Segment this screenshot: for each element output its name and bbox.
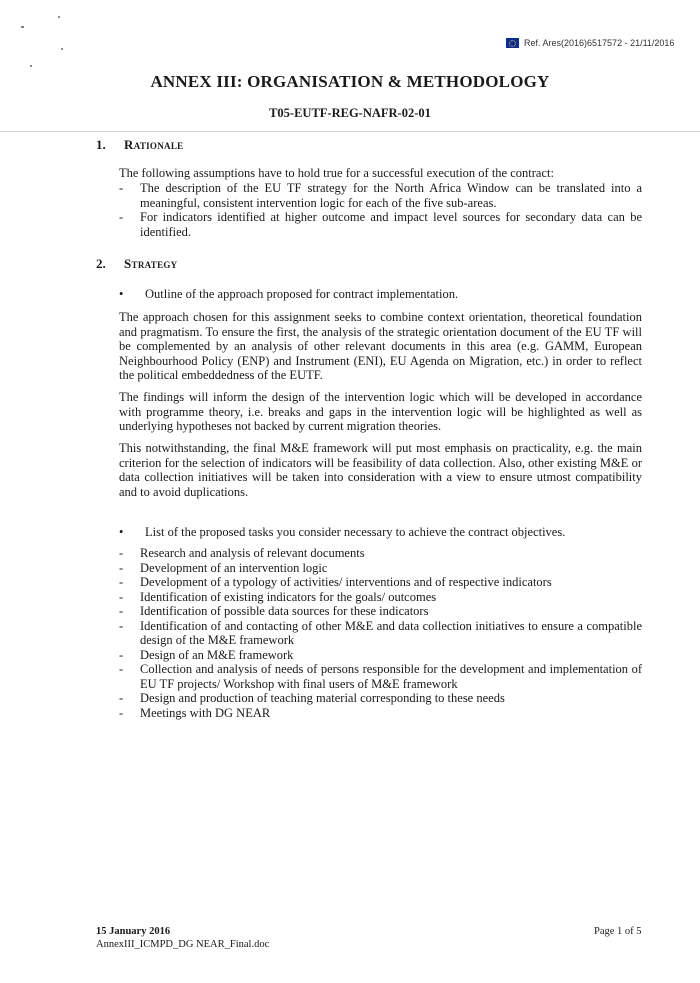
list-item: - Collection and analysis of needs of persons responsible for the development and implementation of EU TF projects/ Workshop with final users of M&E framework	[119, 662, 642, 691]
list-item: - Research and analysis of relevant documents	[119, 546, 642, 561]
list-item: - The description of the EU TF strategy for the North Africa Window can be translated into a meaningful, consistent intervention logic for each of the five sub-areas.	[119, 181, 642, 210]
list-item: - Design and production of teaching material corresponding to these needs	[119, 691, 642, 706]
assumptions-list	[119, 181, 642, 239]
list-item: - Identification of possible data sources for these indicators	[119, 604, 642, 619]
footer-filename: AnnexIII_ICMPD_DG NEAR_Final.doc	[96, 939, 270, 950]
section-2-title: Strategy	[124, 256, 178, 271]
list-item: - Development of a typology of activities/ interventions and of respective indicators	[119, 575, 642, 590]
practicality-paragraph: This notwithstanding, the final M&E framework will put most emphasis on practicality, e.g. the main criterion for the selection of indicators will be feasibility of data collection. Also, other existing M&E or data collection initiatives will be taken into consideration with a view to ensure utmost compatibility and to avoid duplications.	[119, 441, 642, 499]
findings-paragraph: The findings will inform the design of the intervention logic which will be developed in accordance with programme theory, i.e. breaks and gaps in the intervention logic will be highlighted as well as underlying hypotheses not backed by current migration theories.	[119, 390, 642, 433]
section-2-number: 2.	[96, 256, 106, 271]
header-divider	[0, 131, 700, 132]
document-title: ANNEX III: ORGANISATION & METHODOLOGY	[150, 72, 550, 91]
footer-page-number: Page 1 of 5	[594, 926, 642, 937]
scan-speck	[61, 48, 63, 50]
list-item: - Development of an intervention logic	[119, 561, 642, 576]
list-item: - Identification of and contacting of other M&E and data collection initiatives to ensure a compatible design of the M&E framework	[119, 619, 642, 648]
registration-stamp	[506, 38, 674, 48]
scan-speck	[30, 65, 32, 67]
section-1-title: Rationale	[124, 137, 184, 152]
eu-flag-icon	[506, 38, 519, 48]
list-item: - Design of an M&E framework	[119, 648, 642, 663]
approach-bullet-text: Outline of the approach proposed for contract implementation.	[145, 287, 459, 301]
list-item: - For indicators identified at higher outcome and impact level sources for secondary data can be identified.	[119, 210, 642, 239]
tasks-list	[119, 546, 642, 720]
section-1-intro: The following assumptions have to hold true for a successful execution of the contract:	[119, 166, 554, 180]
bullet-icon: •	[119, 287, 124, 301]
tasks-bullet-text: List of the proposed tasks you consider necessary to achieve the contract objectives.	[145, 525, 566, 539]
approach-paragraph: The approach chosen for this assignment seeks to combine context orientation, theoretical foundation and pragmatism. To ensure the first, the analysis of the strategic orientation document of the EU TF will be complemented by an analysis of other relevant documents in this area (e.g. GAMM, European Neighbourhood Policy (ENP) and Instrument (ENI), EU Agenda on Migration, etc.) in order to reflect the political embeddedness of the EUTF.	[119, 310, 642, 382]
section-1-number: 1.	[96, 137, 106, 152]
bullet-icon: •	[119, 525, 124, 539]
footer-date: 15 January 2016	[96, 926, 171, 937]
registration-stamp-text: Ref. Ares(2016)6517572 - 21/11/2016	[524, 38, 675, 48]
scan-speck	[58, 16, 60, 18]
document-reference: T05-EUTF-REG-NAFR-02-01	[269, 106, 431, 120]
list-item: - Meetings with DG NEAR	[119, 706, 642, 721]
scan-speck	[21, 26, 24, 28]
list-item: - Identification of existing indicators for the goals/ outcomes	[119, 590, 642, 605]
